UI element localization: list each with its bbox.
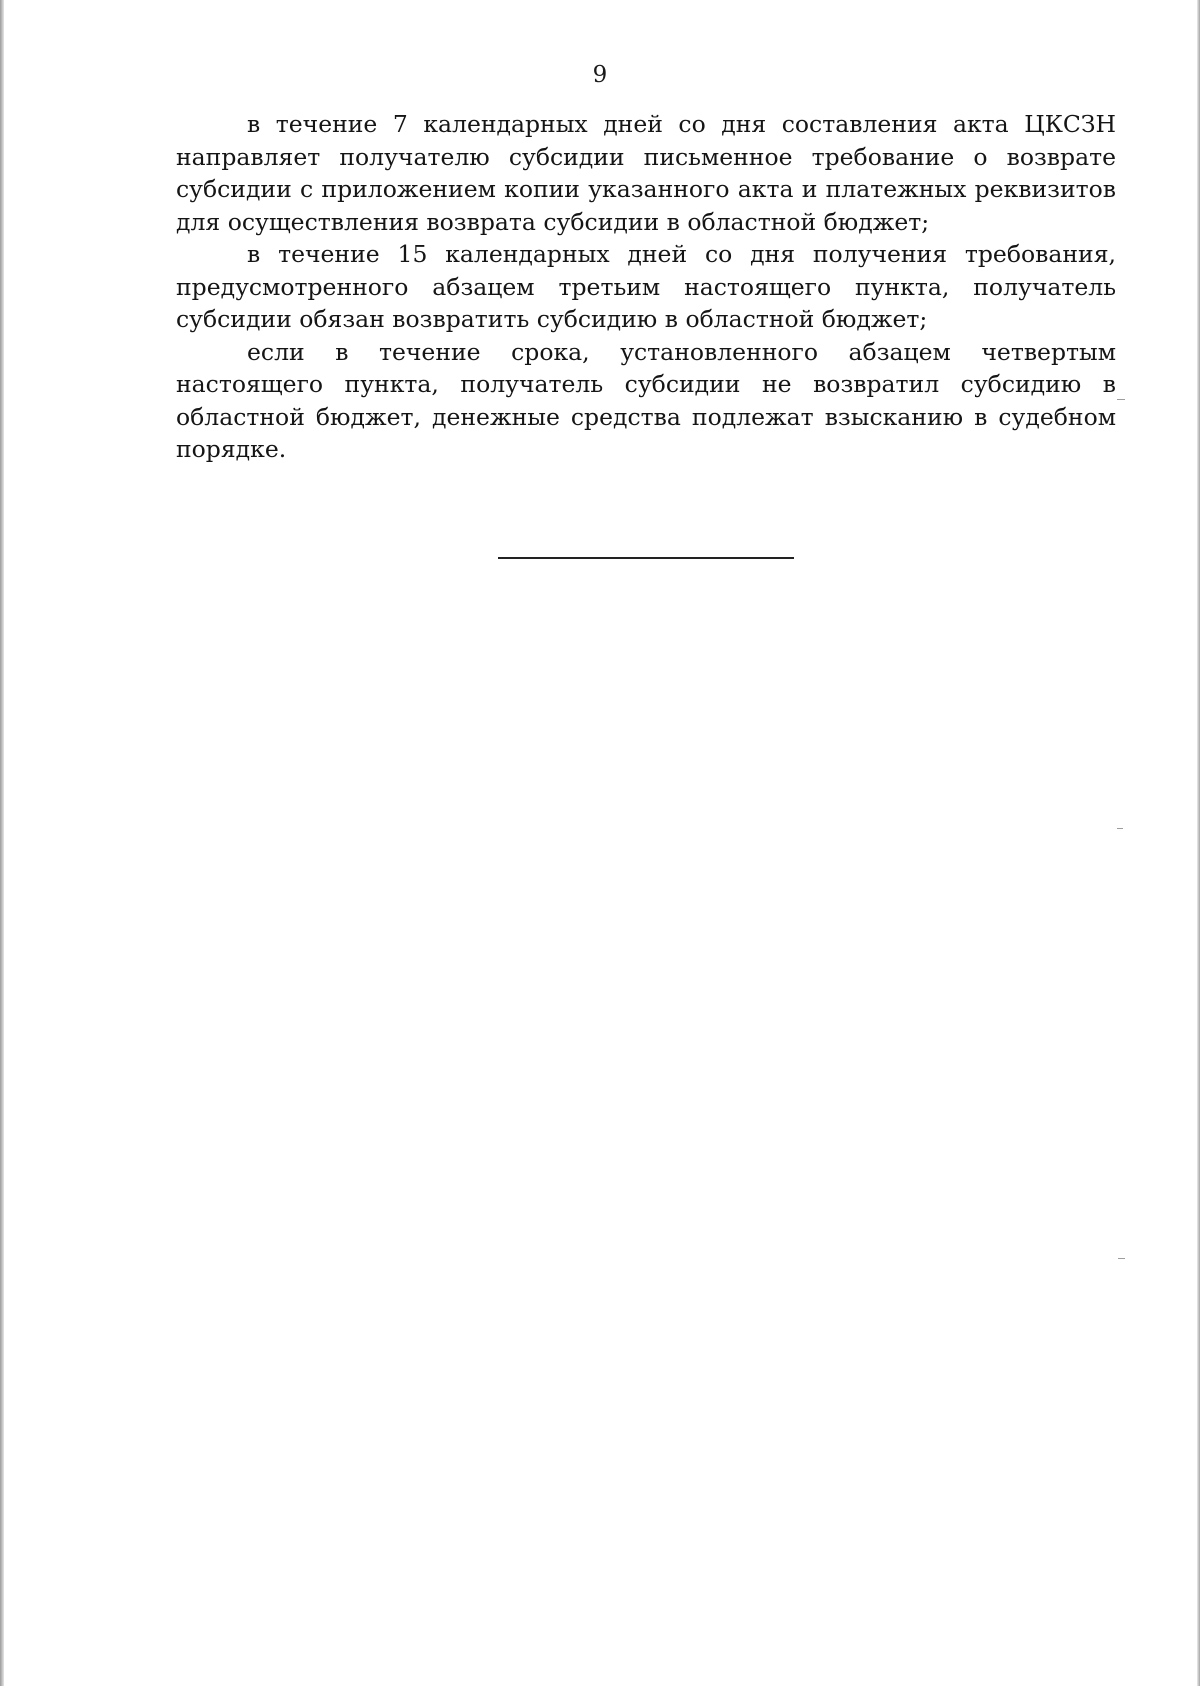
paragraph-1: в течение 7 календарных дней со дня составления акта ЦКСЗН направляет получателю субсидии письменное требование о возврате субсидии с приложением копии указанного акта и платежных реквизитов для осуществления возврата субсидии в областной бюджет; [176,110,1116,236]
document-body [176,108,1116,466]
scan-speck [1117,828,1123,829]
page-number: 9 [592,62,608,88]
scan-left-edge [0,0,4,1686]
scan-speck [1117,399,1125,400]
end-of-document-rule [498,557,794,559]
scan-speck [1118,1258,1125,1259]
paragraph-2: в течение 15 календарных дней со дня получения требования, предусмотренного абзацем третьим настоящего пункта, получатель субсидии обязан возвратить субсидию в областной бюджет; [176,240,1116,333]
paragraph-3: если в течение срока, установленного абзацем четвертым настоящего пункта, получатель субсидии не возвратил субсидию в областной бюджет, денежные средства подлежат взысканию в судебном порядке. [176,337,1116,463]
